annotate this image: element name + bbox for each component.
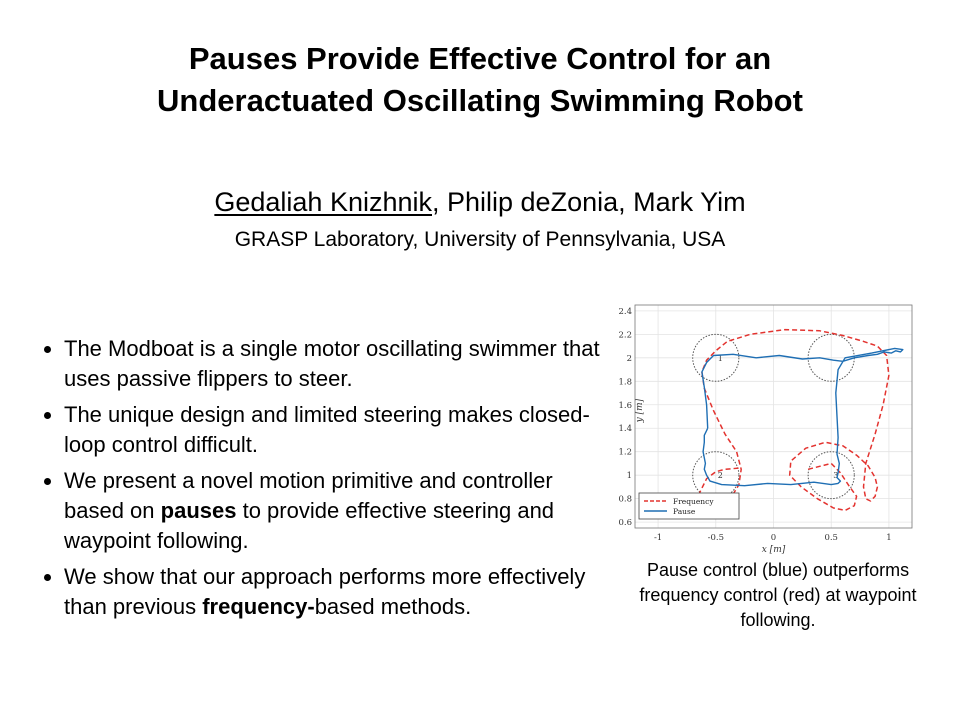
bullet-text: We show that our approach performs more effectively than previous	[64, 564, 586, 619]
bullet-item	[42, 400, 602, 460]
bullet-text: based methods.	[314, 594, 472, 619]
slide-title	[40, 38, 920, 122]
y-tick-label: 2.2	[618, 330, 632, 341]
bullet-item	[42, 562, 602, 622]
y-axis-label: y [m]	[635, 398, 645, 423]
y-tick-label: 0.8	[618, 494, 632, 505]
y-tick-label: 1.2	[618, 447, 632, 458]
y-tick-label: 0.6	[618, 518, 632, 529]
y-tick-label: 1.4	[618, 424, 632, 435]
title-line-1: Pauses Provide Effective Control for an	[188, 41, 772, 76]
y-tick-label: 1.8	[618, 377, 632, 388]
y-tick-label: 2.4	[618, 306, 632, 317]
waypoint-label: 1	[717, 353, 723, 363]
bullet-text: The Modboat is a single motor oscillating swimmer that uses passive flippers to steer.	[64, 336, 600, 391]
x-tick-label: -0.5	[707, 533, 724, 543]
bullet-dot-icon	[44, 574, 51, 581]
y-tick-label: 2	[626, 353, 632, 364]
x-tick-label: -1	[653, 533, 663, 543]
bullet-bold-text: pauses	[160, 498, 237, 523]
bullet-item	[42, 466, 602, 556]
x-tick-label: 1	[886, 533, 892, 543]
bullet-text: to provide effective steering and waypoint following.	[64, 498, 555, 553]
waypoint-label: 2	[717, 471, 723, 481]
x-axis-label: x [m]	[761, 545, 786, 555]
legend-entry: Pause	[673, 507, 696, 516]
x-tick-label: 0	[770, 533, 777, 543]
y-tick-label: 1.6	[618, 400, 632, 411]
bullet-text: We present a novel motion primitive and controller based on	[64, 468, 553, 523]
waypoint-label: 3	[833, 471, 839, 481]
bullet-dot-icon	[44, 346, 51, 353]
bullet-item	[42, 334, 602, 394]
bullet-dot-icon	[44, 478, 51, 485]
y-tick-label: 1	[626, 471, 632, 482]
bullet-list	[42, 334, 602, 628]
bullet-text: The unique design and limited steering makes closed-loop control difficult.	[64, 402, 590, 457]
bullet-dot-icon	[44, 412, 51, 419]
bullet-bold-text: frequency-	[202, 594, 315, 619]
first-author: Gedaliah Knizhnik	[214, 187, 432, 217]
title-line-2: Underactuated Oscillating Swimming Robot	[157, 83, 803, 118]
trajectory-plot	[610, 298, 920, 560]
legend-entry: Frequency	[673, 497, 714, 506]
author-list	[120, 186, 840, 218]
figure-caption: Pause control (blue) outperforms frequency control (red) at waypoint following.	[639, 560, 917, 630]
other-authors: , Philip deZonia, Mark Yim	[432, 187, 746, 217]
affiliation: GRASP Laboratory, University of Pennsylvania, USA	[234, 228, 726, 251]
x-tick-label: 0.5	[824, 533, 838, 543]
